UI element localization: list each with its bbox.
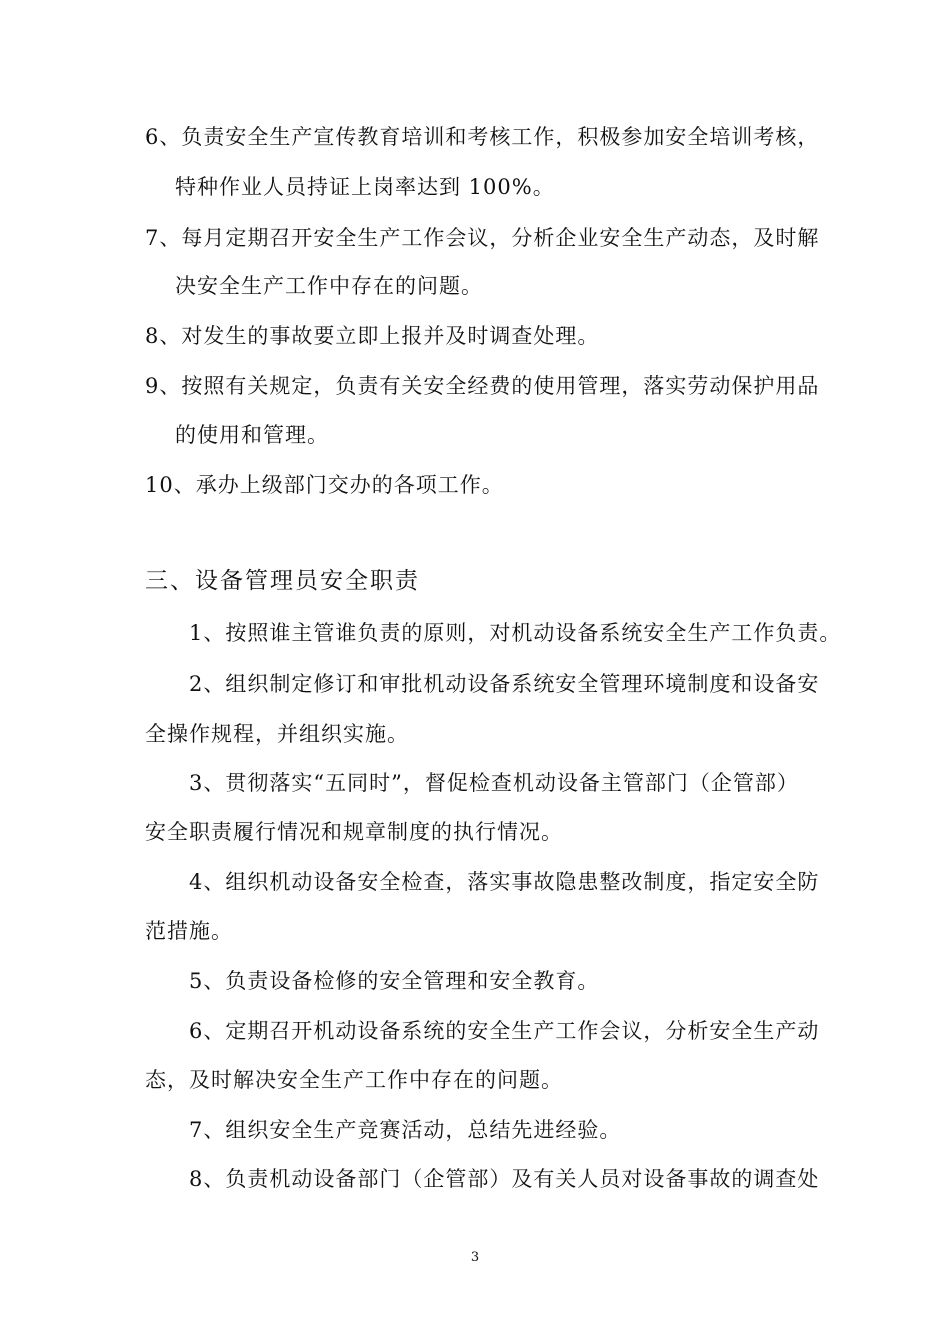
item-10-line-1: 10、承办上级部门交办的各项工作。 — [145, 473, 504, 497]
page-number: 3 — [470, 1250, 480, 1265]
section-3-heading: 三、设备管理员安全职责 — [145, 568, 420, 594]
s3-item-3-line-2: 安全职责履行情况和规章制度的执行情况。 — [145, 820, 563, 844]
s3-item-7-line-1: 7、组织安全生产竞赛活动，总结先进经验。 — [189, 1118, 622, 1142]
s3-item-6-line-1: 6、定期召开机动设备系统的安全生产工作会议，分析安全生产动 — [189, 1019, 820, 1043]
s3-item-2-line-1: 2、组织制定修订和审批机动设备系统安全管理环境制度和设备安 — [189, 672, 820, 696]
s3-item-2-line-2: 全操作规程，并组织实施。 — [145, 722, 409, 746]
item-7-line-2: 决安全生产工作中存在的问题。 — [175, 274, 483, 298]
s3-item-5-line-1: 5、负责设备检修的安全管理和安全教育。 — [189, 969, 600, 993]
s3-item-4-line-2: 范措施。 — [145, 919, 233, 943]
s3-item-3-line-1: 3、贯彻落实“五同时”，督促检查机动设备主管部门（企管部） — [189, 771, 799, 795]
item-6-line-1: 6、负责安全生产宣传教育培训和考核工作，积极参加安全培训考核， — [145, 125, 820, 149]
s3-item-6-line-2: 态，及时解决安全生产工作中存在的问题。 — [145, 1068, 563, 1092]
item-6-line-2: 特种作业人员持证上岗率达到 100%。 — [175, 175, 555, 199]
item-7-line-1: 7、每月定期召开安全生产工作会议，分析企业安全生产动态，及时解 — [145, 226, 820, 250]
s3-item-4-line-1: 4、组织机动设备安全检查，落实事故隐患整改制度，指定安全防 — [189, 870, 820, 894]
item-9-line-1: 9、按照有关规定，负责有关安全经费的使用管理，落实劳动保护用品 — [145, 374, 820, 398]
s3-item-1-line-1: 1、按照谁主管谁负责的原则，对机动设备系统安全生产工作负责。 — [189, 621, 842, 645]
s3-item-8-line-1: 8、负责机动设备部门（企管部）及有关人员对设备事故的调查处 — [189, 1167, 820, 1191]
item-9-line-2: 的使用和管理。 — [175, 423, 329, 447]
item-8-line-1: 8、对发生的事故要立即上报并及时调查处理。 — [145, 324, 600, 348]
